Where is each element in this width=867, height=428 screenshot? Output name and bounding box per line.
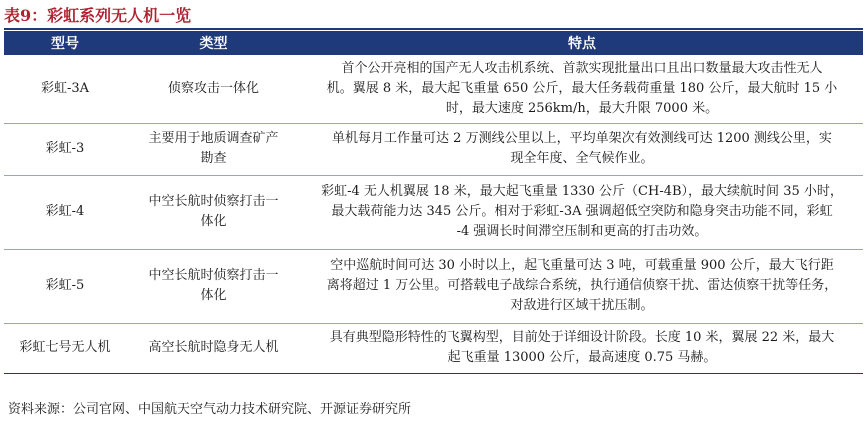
feature-line: 最大载荷能力达 345 公斤。相对于彩虹-3A 强调超低空突防和隐身突击功能不同，彩虹 — [331, 204, 833, 219]
cell-type — [126, 55, 301, 123]
type-line: 勘查 — [200, 151, 227, 166]
feature-line: 空中巡航时间可达 30 小时以上，起飞重量可达 3 吨，可载重量 900 公斤，最大飞行距 — [330, 258, 834, 273]
cell-type — [126, 323, 301, 373]
feature-line: 时，最大速度 256km/h，最大升限 7000 米。 — [445, 100, 719, 116]
feature-line: 首个公开亮相的国产无人攻击机系统、首款实现批量出口且出口数量最大攻击性无人 — [341, 60, 823, 76]
type-line: 主要用于地质调查矿产 — [148, 131, 279, 146]
header-model: 型号 — [4, 31, 126, 55]
feature-line: 机。翼展 8 米，最大起飞重量 650 公斤，最大任务载荷重量 180 公斤，最大航时 15 小 — [326, 80, 838, 96]
table-row — [4, 249, 863, 323]
feature-line: 现全年度、全气候作业。 — [510, 151, 654, 166]
feature-line: -4 强调长时间滞空压制和更高的打击功效。 — [456, 224, 708, 239]
title-divider — [4, 28, 863, 30]
cell-model: 彩虹七号无人机 — [4, 323, 126, 373]
type-line: 侦察攻击一体化 — [167, 80, 259, 96]
feature-line: 彩虹-4 无人机翼展 18 米，最大起飞重量 1330 公斤（CH-4B），最大续航时间 35 小时， — [321, 184, 843, 199]
cell-type — [126, 249, 301, 323]
feature-line: 起飞重量 13000 公斤，最高速度 0.75 马赫。 — [447, 350, 717, 365]
type-line: 中空长航时侦察打击一 — [148, 194, 279, 209]
table-row — [4, 123, 863, 175]
cell-features — [301, 123, 863, 175]
cell-type — [126, 123, 301, 175]
cell-features — [301, 249, 863, 323]
cell-model: 彩虹-5 — [4, 249, 126, 323]
table-title: 表9：彩虹系列无人机一览 — [4, 6, 192, 25]
source-note: 资料来源：公司官网、中国航天空气动力技术研究院、开源证券研究所 — [8, 402, 412, 417]
cell-features — [301, 175, 863, 249]
feature-line: 具有典型隐形特性的飞翼构型，目前处于详细设计阶段。长度 10 米，翼展 22 米，最大 — [329, 330, 835, 345]
cell-features — [301, 323, 863, 373]
drone-table — [4, 31, 863, 374]
feature-line: 离将超过 1 万公里。可搭载电子战综合系统，执行通信侦察干扰、雷达侦察干扰等任务， — [326, 278, 838, 293]
type-line: 体化 — [200, 214, 227, 229]
table-row — [4, 55, 863, 123]
table-header-row — [4, 31, 863, 55]
cell-model: 彩虹-3A — [4, 55, 126, 123]
feature-line: 单机每月工作量可达 2 万测线公里以上，平均单架次有效测线可达 1200 测线公里，实 — [332, 131, 832, 146]
cell-features — [301, 55, 863, 123]
type-line: 体化 — [200, 288, 227, 303]
type-line: 中空长航时侦察打击一 — [148, 268, 279, 283]
cell-type — [126, 175, 301, 249]
table-row — [4, 175, 863, 249]
type-line: 高空长航时隐身无人机 — [148, 340, 279, 355]
header-features: 特点 — [301, 31, 863, 55]
feature-line: 对敌进行区域干扰压制。 — [510, 298, 654, 313]
cell-model: 彩虹-3 — [4, 123, 126, 175]
header-type: 类型 — [126, 31, 301, 55]
table-row — [4, 323, 863, 373]
cell-model: 彩虹-4 — [4, 175, 126, 249]
